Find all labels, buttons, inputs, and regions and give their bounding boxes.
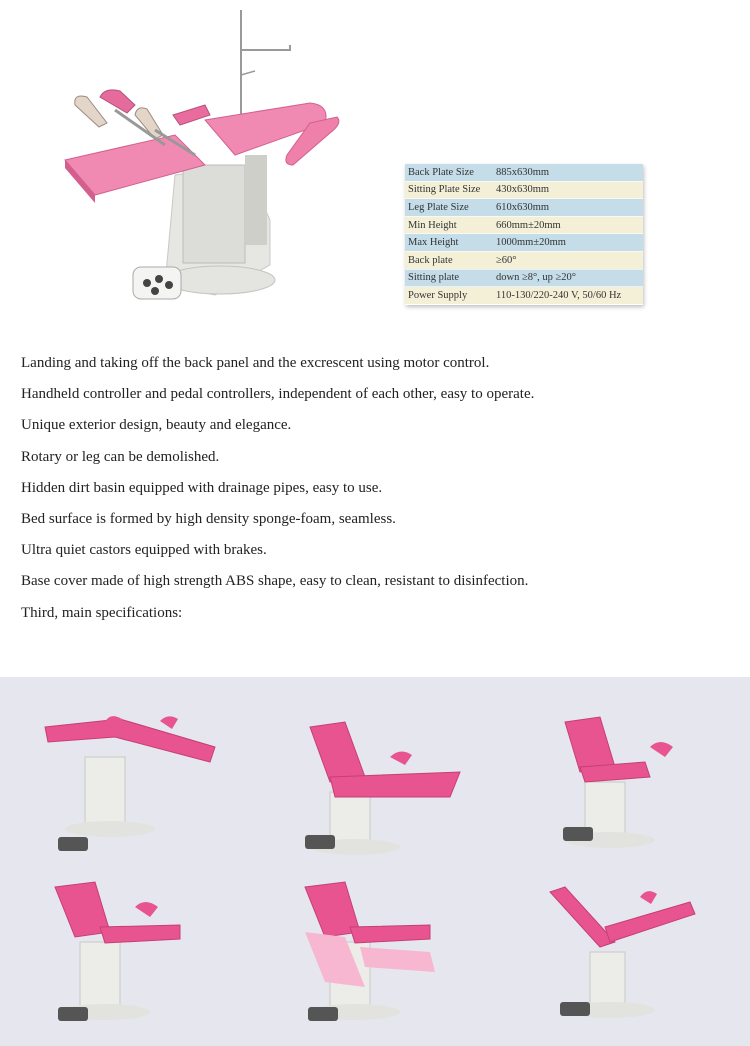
feature-line: Handheld controller and pedal controllers, independent of each other, easy to operate. bbox=[21, 386, 535, 403]
feature-line: Third, main specifications: bbox=[21, 604, 183, 621]
gallery-image-flat bbox=[40, 707, 240, 867]
feature-line: Rotary or leg can be demolished. bbox=[21, 448, 220, 465]
spec-label: Power Supply bbox=[405, 287, 493, 305]
product-gallery bbox=[0, 677, 750, 1046]
spec-value: 660mm±20mm bbox=[493, 216, 643, 234]
feature-line: Bed surface is formed by high density sponge-foam, seamless. bbox=[21, 510, 396, 527]
gallery-image-upright-legs bbox=[40, 877, 240, 1037]
spec-label: Min Height bbox=[405, 216, 493, 234]
feature-line: Base cover made of high strength ABS shape, easy to clean, resistant to disinfection. bbox=[21, 573, 529, 590]
spec-value: 1000mm±20mm bbox=[493, 234, 643, 252]
spec-label: Leg Plate Size bbox=[405, 199, 493, 217]
spec-value: ≥60° bbox=[493, 251, 643, 269]
spec-label: Sitting Plate Size bbox=[405, 181, 493, 199]
gallery-image-reclined bbox=[290, 717, 490, 877]
spec-label: Max Height bbox=[405, 234, 493, 252]
spec-value: 610x630mm bbox=[493, 199, 643, 217]
hero-product-image bbox=[55, 5, 345, 315]
spec-row bbox=[405, 181, 643, 199]
spec-row bbox=[405, 287, 643, 305]
feature-line: Hidden dirt basin equipped with drainage pipes, easy to use. bbox=[21, 479, 383, 496]
spec-row bbox=[405, 164, 643, 181]
spec-label: Back Plate Size bbox=[405, 164, 493, 181]
specifications-table bbox=[405, 164, 643, 305]
spec-row bbox=[405, 234, 643, 252]
feature-line: Landing and taking off the back panel and the excrescent using motor control. bbox=[21, 355, 490, 371]
spec-value: 885x630mm bbox=[493, 164, 643, 181]
gallery-image-seat-tilt bbox=[290, 877, 490, 1037]
feature-line: Unique exterior design, beauty and elegance. bbox=[21, 417, 292, 434]
spec-label: Back plate bbox=[405, 251, 493, 269]
feature-line: Ultra quiet castors equipped with brakes. bbox=[21, 542, 267, 559]
spec-row bbox=[405, 216, 643, 234]
spec-value: 110-130/220-240 V, 50/60 Hz bbox=[493, 287, 643, 305]
gallery-image-upright bbox=[545, 712, 745, 872]
feature-list bbox=[21, 354, 731, 635]
spec-value: down ≥8°, up ≥20° bbox=[493, 269, 643, 287]
spec-value: 430x630mm bbox=[493, 181, 643, 199]
spec-row bbox=[405, 251, 643, 269]
spec-row bbox=[405, 199, 643, 217]
spec-row bbox=[405, 269, 643, 287]
spec-label: Sitting plate bbox=[405, 269, 493, 287]
gallery-image-back-lowered bbox=[545, 882, 745, 1042]
